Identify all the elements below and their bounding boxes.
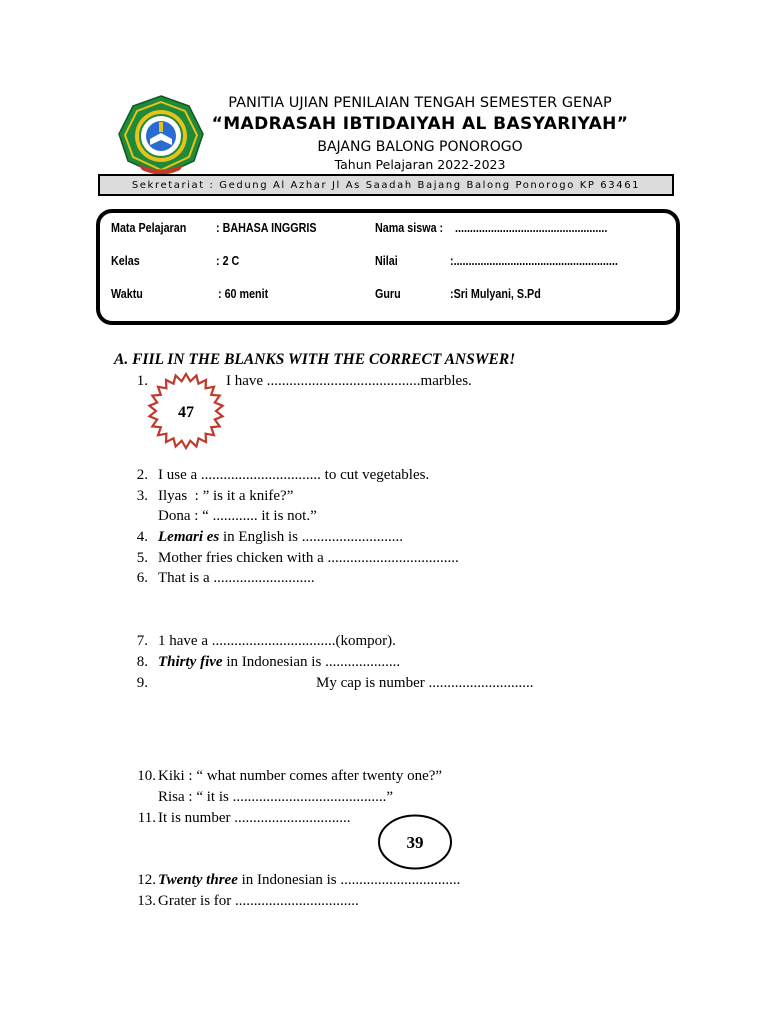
question-7-text: 1 have a .................................(kompor). <box>158 633 396 649</box>
question-1-text: I have .........................................marbles. <box>226 373 472 389</box>
question-3-line2: Dona : “ ............ it is not.” <box>158 508 317 524</box>
question-number: 6. <box>136 570 148 586</box>
question-4-term: Lemari es <box>158 529 220 545</box>
question-6-text: That is a ........................... <box>158 570 315 586</box>
question-number: 12. <box>137 872 156 888</box>
question-10-line1: Kiki : “ what number comes after twenty one?” <box>158 768 443 784</box>
question-8-rest: in Indonesian is .................... <box>222 654 401 670</box>
question-number: 8. <box>136 654 148 670</box>
school-name-heading: “MADRASAH IBTIDAIYAH AL BASYARIYAH” <box>211 114 629 134</box>
question-9-text: My cap is number ............................ <box>316 675 534 691</box>
question-10-line2: Risa : “ it is .........................................” <box>158 789 393 805</box>
question-12-rest: in Indonesian is ................................ <box>237 872 461 888</box>
question-number: 4. <box>136 529 148 545</box>
teacher-value: :Sri Mulyani, S.Pd <box>450 287 541 301</box>
question-number: 11. <box>137 810 156 826</box>
student-name-field[interactable]: ................................................... <box>455 221 608 235</box>
question-5-text: Mother fries chicken with a ................................... <box>158 550 459 566</box>
question-2-text: I use a ................................ to cut vegetables. <box>158 467 430 483</box>
question-number: 10. <box>137 768 156 784</box>
oval-number: 39 <box>406 833 424 852</box>
question-11-text: It is number ............................... <box>158 810 351 826</box>
score-label: Nilai <box>375 254 398 268</box>
question-number: 3. <box>136 488 148 504</box>
question-4-text <box>158 529 403 546</box>
teacher-label: Guru <box>375 287 401 301</box>
secretariat-text: Sekretariat : Gedung Al Azhar Jl As Saadah Bajang Balong Ponorogo KP 63461 <box>131 180 641 191</box>
school-location-heading: BAJANG BALONG PONOROGO <box>317 139 523 155</box>
question-number: 7. <box>136 633 148 649</box>
question-12-text <box>158 872 460 889</box>
question-4-rest: in English is ........................... <box>219 529 404 545</box>
time-label: Waktu <box>111 287 143 301</box>
score-field[interactable]: :....................................................... <box>450 254 618 268</box>
student-name-label: Nama siswa : <box>375 221 444 235</box>
question-number: 1. <box>136 373 148 389</box>
star-number: 47 <box>178 404 194 421</box>
section-a-title: A. FIIL IN THE BLANKS WITH THE CORRECT ANSWER! <box>114 351 516 368</box>
academic-year-heading: Tahun Pelajaran 2022-2023 <box>334 157 506 172</box>
question-8-text <box>158 654 400 671</box>
question-13-text: Grater is for ................................. <box>158 893 359 909</box>
time-value: : 60 menit <box>218 287 269 301</box>
class-value: : 2 C <box>216 254 240 268</box>
question-3-line1: Ilyas : ” is it a knife?” <box>158 488 294 504</box>
number-47-star <box>147 372 225 450</box>
number-39-oval <box>377 814 453 870</box>
question-number: 13. <box>137 893 156 909</box>
question-number: 2. <box>136 467 148 483</box>
question-8-term: Thirty five <box>158 654 223 670</box>
committee-heading: PANITIA UJIAN PENILAIAN TENGAH SEMESTER GENAP <box>228 95 612 111</box>
question-number: 9. <box>136 675 148 691</box>
question-number: 5. <box>136 550 148 566</box>
question-12-term: Twenty three <box>158 872 238 888</box>
class-label: Kelas <box>111 254 140 268</box>
subject-label: Mata Pelajaran <box>111 221 187 235</box>
secretariat-bar <box>98 174 674 196</box>
subject-value: : BAHASA INGGRIS <box>216 221 317 235</box>
